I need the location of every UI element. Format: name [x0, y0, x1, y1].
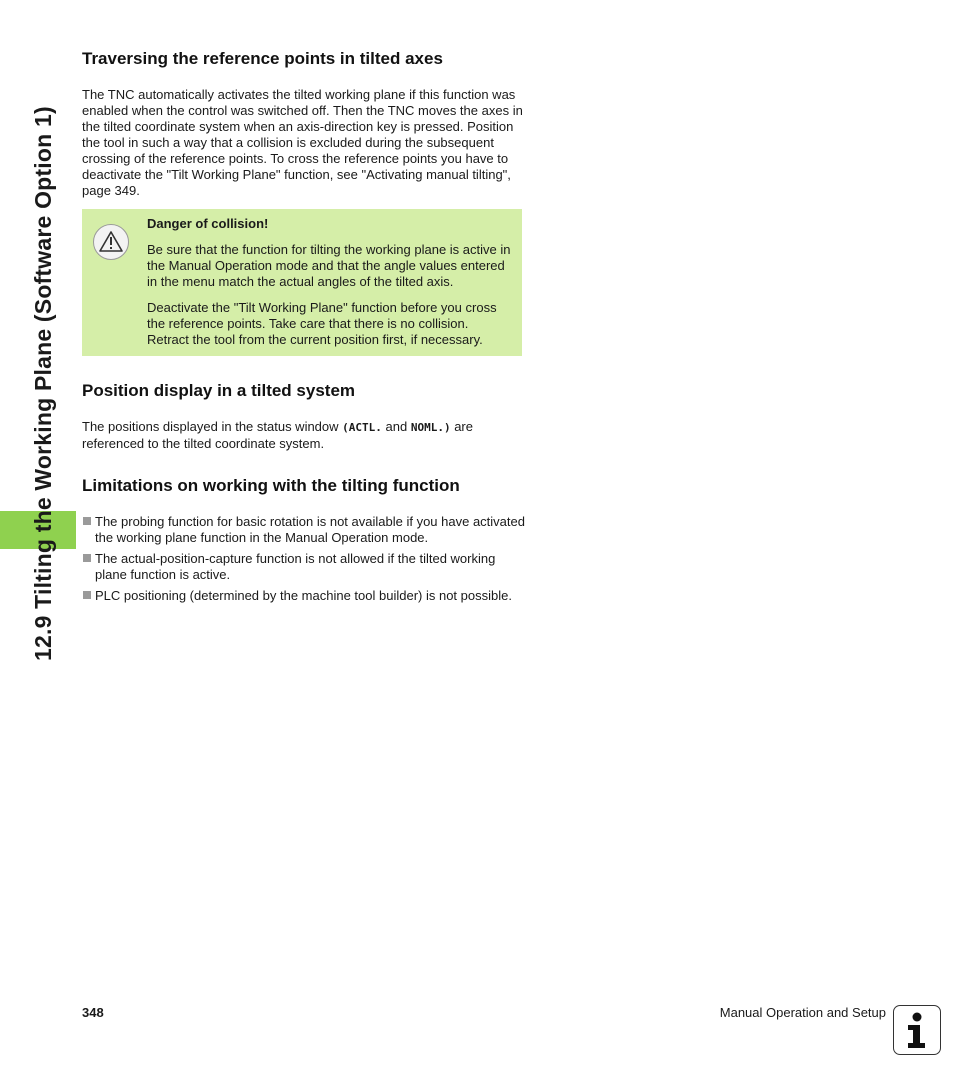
warning-box: [82, 209, 522, 356]
code-noml: NOML.): [410, 421, 451, 434]
list-item-text: The probing function for basic rotation is not available if you have activated the working plane function in the Manual Operation mode.: [95, 514, 525, 545]
warning-paragraph-2: Deactivate the "Tilt Working Plane" function before you cross the reference points. Take care that there is no collision. Retract the tool from the current position first, if necessary.: [147, 300, 497, 347]
position-text-mid: and: [381, 419, 411, 434]
bullet-square-icon: [83, 517, 91, 525]
paragraph-traversing: The TNC automatically activates the tilted working plane if this function was enabled when the control was switched off. Then the TNC moves the axes in the tilted coordinate system when an axis-direction key is pressed. Position the tool in such a way that a collision is excluded during the subsequent crossing of the reference points. To cross the reference points you have to deactivate the "Tilt Working Plane" function, see "Activating manual tilting", page 349.: [82, 87, 523, 198]
list-item-text: PLC positioning (determined by the machine tool builder) is not possible.: [95, 588, 512, 603]
footer-section-title: Manual Operation and Setup: [719, 1005, 886, 1020]
chapter-side-title: 12.9 Tilting the Working Plane (Software Option 1): [30, 106, 56, 661]
list-item: [82, 588, 527, 604]
list-item: [82, 514, 527, 546]
info-icon: [893, 1005, 941, 1055]
heading-traversing: Traversing the reference points in tilted axes: [82, 49, 443, 68]
position-text-before: The positions displayed in the status window: [82, 419, 343, 434]
position-text-after: are referenced to the tilted coordinate system.: [82, 419, 473, 451]
limitations-list: [82, 514, 527, 604]
warning-paragraph-1: Be sure that the function for tilting the working plane is active in the Manual Operation mode and that the angle values entered in the menu match the actual angles of the tilted axis.: [147, 242, 511, 289]
paragraph-position-display: [82, 419, 527, 452]
warning-triangle-icon: [93, 224, 129, 260]
main-content: [82, 48, 527, 609]
bullet-square-icon: [83, 591, 91, 599]
bullet-square-icon: [83, 554, 91, 562]
list-item-text: The actual-position-capture function is not allowed if the tilted working plane function is active.: [95, 551, 496, 582]
heading-limitations: Limitations on working with the tilting function: [82, 476, 460, 495]
page-number: 348: [82, 1005, 104, 1020]
warning-title: Danger of collision!: [147, 216, 269, 231]
list-item: [82, 551, 527, 583]
code-actl: (ACTL.: [342, 421, 382, 434]
heading-position-display: Position display in a tilted system: [82, 381, 356, 400]
